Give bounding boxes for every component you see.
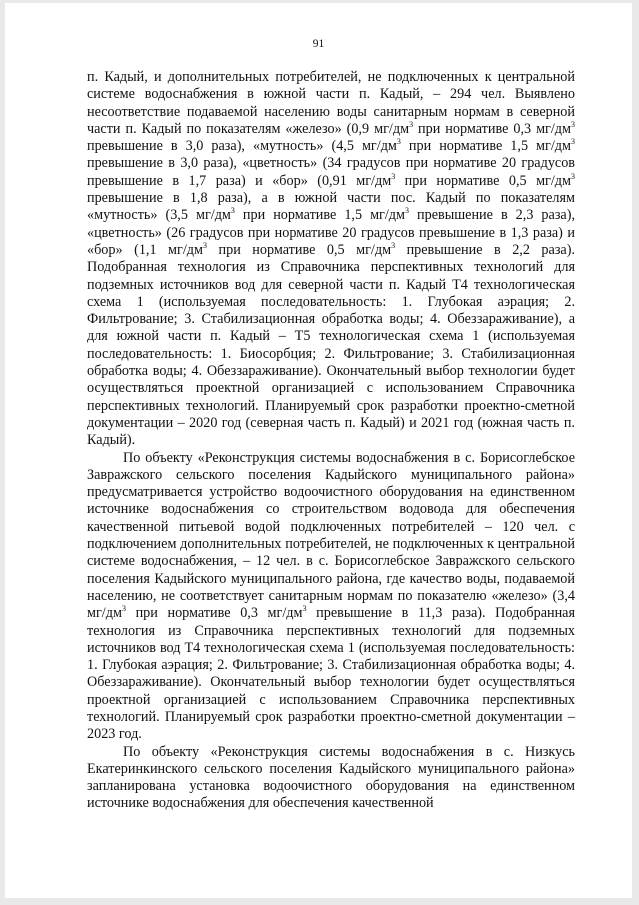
text-run: превышение в 11,3 раза). Подобранная технология из Справочника перспективных технологий для подземных источников вод Т4 технологическая схема 1 (используемая последовательность: 1. Глубокая аэрация; 2. Фильтрование; 3. Стабилизационная обработка воды; 4. Обеззараживание). Окончательный выбор технологии будет осуществляться проектной организацией с использованием Справочника перспективных технологий. Планируемый срок разработки проектно-сметной документации – 2023 год. <box>87 605 576 743</box>
page-number: 91 <box>312 38 325 50</box>
text-run: превышение в 1,8 раза), а в южной части пос. Кадый по показателям «мутность» (3,5 мг/дм <box>87 190 575 224</box>
unit-superscript: 3 <box>571 171 576 181</box>
text-run: при нормативе 1,5 мг/дм <box>400 138 571 155</box>
unit-superscript: 3 <box>203 240 207 250</box>
text-run: превышение в 3,0 раза), «мутность» (4,5 мг/дм <box>87 138 397 155</box>
text-run: при нормативе 0,3 мг/дм <box>413 120 572 137</box>
unit-superscript: 3 <box>571 137 575 147</box>
text-run: превышение в 2,3 раза), «цветность» (26 градусов при нормативе 20 градусов превышение в 1,3 раза) и «бор» (1,1 мг/дм <box>87 207 575 258</box>
paragraph-kadyi-summary <box>87 69 575 450</box>
unit-superscript: 3 <box>391 171 396 181</box>
text-run: при нормативе 1,5 мг/дм <box>234 207 406 224</box>
text-run: п. Кадый, и дополнительных потребителей, не подключенных к центральной системе водоснабжения в южной части п. Кадый, – 294 чел. Выявлено несоответствие подаваемой населению воды санитарным нормам в северной части п. Кадый по показателям «железо» (0,9 мг/дм <box>87 69 575 137</box>
unit-superscript: 3 <box>302 604 307 614</box>
unit-superscript: 3 <box>391 240 396 250</box>
unit-superscript: 3 <box>396 137 401 147</box>
unit-superscript: 3 <box>121 604 126 614</box>
text-run: при нормативе 0,5 мг/дм <box>207 241 392 258</box>
unit-superscript: 3 <box>409 119 414 129</box>
text-run: По объекту «Реконструкция системы водоснабжения в с. Низкусь Екатеринкинского сельского поселения Кадыйского муниципального района» запланирована установка водоочистного оборудования на единственном источнике водоснабжения для обеспечения качественной <box>87 743 575 812</box>
text-run: По объекту «Реконструкция системы водоснабжения в с. Борисоглебское Завражского сельского поселения Кадыйского муниципального района» предусматривается устройство водоочистного оборудования на единственном источнике водоснабжения со строительством водовода для обеспечения качественной питьевой водой подключенных потребителей – 120 чел. с подключением дополнительных потребителей, не подключенных к центральной системе водоснабжения, – 12 чел. в с. Борисоглебское Завражского сельского поселения Кадыйского муниципального района, где качество воды, подаваемой населению, не соответствует санитарным нормам по показателю «железо» (3,4 мг/дм <box>87 449 575 622</box>
paragraph-nizkus <box>87 744 575 813</box>
unit-superscript: 3 <box>230 206 235 216</box>
text-run: превышение в 3,0 раза), «цветность» (34 градусов при нормативе 20 градусов превышение в 1,7 раза) и «бор» (0,91 мг/дм <box>87 155 575 189</box>
document-page <box>5 3 632 898</box>
text-run: при нормативе 0,5 мг/дм <box>395 172 572 189</box>
text-run: при нормативе 0,3 мг/дм <box>125 605 303 622</box>
paragraph-borisoglebskoe <box>87 450 575 744</box>
body-text <box>87 69 575 813</box>
unit-superscript: 3 <box>571 119 576 129</box>
unit-superscript: 3 <box>405 206 410 216</box>
text-run: превышение в 2,2 раза). Подобранная технология из Справочника перспективных технологий для подземных источников вод для северной части п. Кадый Т4 технологическая схема 1 (используемая последовательность: 1. Глубокая аэрация; 2. Фильтрование; 3. Стабилизационная обработка воды; 4. Обеззараживание), а для южной части п. Кадый – Т5 технологическая схема 1 (используемая последовательность: 1. Биосорбция; 2. Фильтрование; 3. Стабилизационная обработка воды; 4. Обеззараживание). Окончательный выбор технологии будет осуществляться проектной организацией с использованием Справочника перспективных технологий. Планируемый срок разработки проектно-сметной документации – 2020 год (северная часть п. Кадый) и 2021 год (южная часть п. Кадый). <box>87 241 575 449</box>
